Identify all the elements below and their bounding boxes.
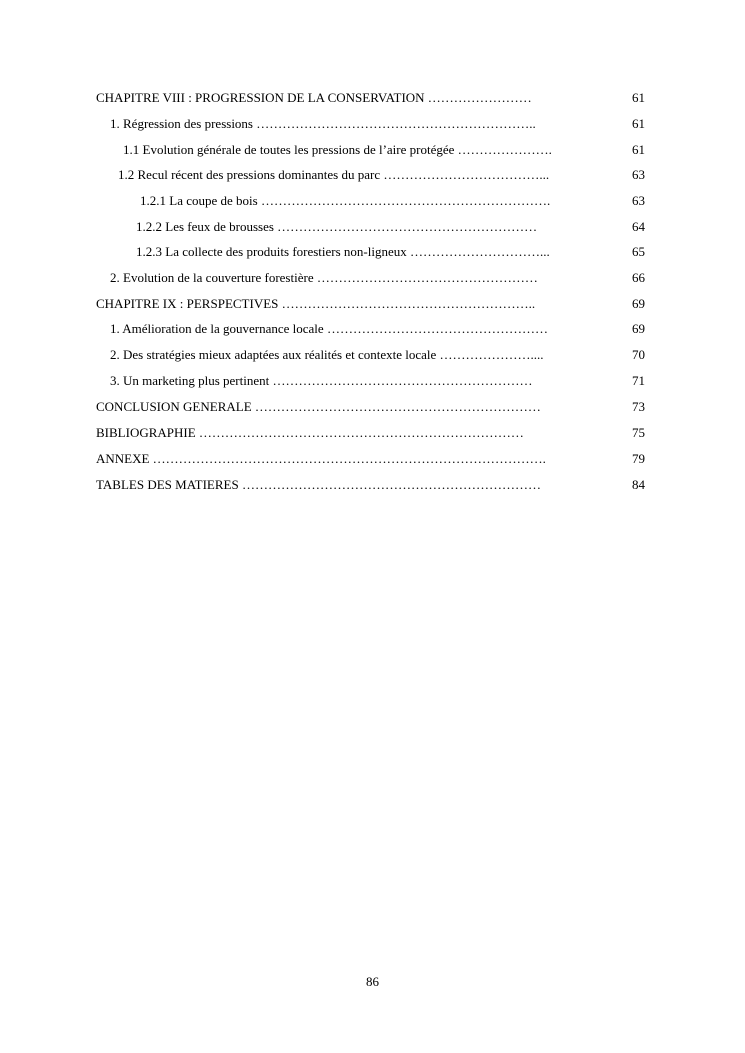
toc-entry-collecte-produits[interactable] [0,243,745,261]
toc-entry-title: 1.1 Evolution générale de toutes les pressions de l’aire protégée …………………. [123,142,552,157]
toc-entry-page: 71 [632,373,645,388]
toc-entry-title: 1.2 Recul récent des pressions dominantes du parc ………………………………... [118,167,550,182]
toc-entry-page: 84 [632,477,645,492]
toc-entry-page: 61 [632,142,645,157]
toc-entry-title: CHAPITRE IX : PERSPECTIVES ………………………………………………….. [96,296,536,311]
toc-entry-page: 63 [632,167,645,182]
toc-entry-couverture-forestiere[interactable] [0,269,745,287]
toc-entry-page: 73 [632,399,645,414]
toc-entry-title: TABLES DES MATIERES …………………………………………………………… [96,477,541,492]
toc-entry-coupe-bois[interactable] [0,192,745,210]
toc-entry-page: 61 [632,90,645,105]
toc-entry-recul-recent[interactable] [0,166,745,184]
toc-entry-chapitre-viii[interactable] [0,89,745,107]
toc-entry-page: 61 [632,116,645,131]
toc-entry-page: 64 [632,219,645,234]
toc-entry-page: 69 [632,321,645,336]
toc-entry-title: 1. Amélioration de la gouvernance locale …………………………………………… [110,321,548,336]
toc-entry-page: 79 [632,451,645,466]
toc-entry-tables-matieres[interactable] [0,476,745,494]
toc-entry-feux-brousses[interactable] [0,218,745,236]
toc-entry-title: CHAPITRE VIII : PROGRESSION DE LA CONSERVATION …………………… [96,90,532,105]
toc-entry-chapitre-ix[interactable] [0,295,745,313]
toc-entry-page: 70 [632,347,645,362]
toc-entry-marketing[interactable] [0,372,745,390]
toc-entry-title: ANNEXE ………………………………………………………………………………. [96,451,546,466]
toc-entry-page: 69 [632,296,645,311]
toc-entry-conclusion[interactable] [0,398,745,416]
toc-entry-strategies[interactable] [0,346,745,364]
toc-entry-page: 75 [632,425,645,440]
toc-entry-page: 66 [632,270,645,285]
toc-entry-title: CONCLUSION GENERALE ………………………………………………………… [96,399,541,414]
toc-entry-annexe[interactable] [0,450,745,468]
toc-entry-title: 2. Des stratégies mieux adaptées aux réalités et contexte locale ………………….... [110,347,544,362]
toc-entry-regression-pressions[interactable] [0,115,745,133]
toc-entry-gouvernance-locale[interactable] [0,320,745,338]
toc-entry-evolution-generale[interactable] [0,141,745,159]
toc-entry-title: BIBLIOGRAPHIE ………………………………………………………………… [96,425,524,440]
toc-entry-bibliographie[interactable] [0,424,745,442]
toc-entry-title: 3. Un marketing plus pertinent …………………………………………………… [110,373,533,388]
page-number: 86 [366,974,379,989]
toc-entry-title: 1.2.3 La collecte des produits forestiers non-ligneux …………………………... [136,244,550,259]
toc-entry-title: 1.2.2 Les feux de brousses …………………………………………………… [136,219,538,234]
toc-entry-title: 2. Evolution de la couverture forestière …………………………………………… [110,270,538,285]
toc-entry-page: 63 [632,193,645,208]
toc-entry-title: 1.2.1 La coupe de bois …………………………………………………………. [140,193,551,208]
toc-entry-page: 65 [632,244,645,259]
toc-entry-title: 1. Régression des pressions ……………………………………………………….. [110,116,536,131]
